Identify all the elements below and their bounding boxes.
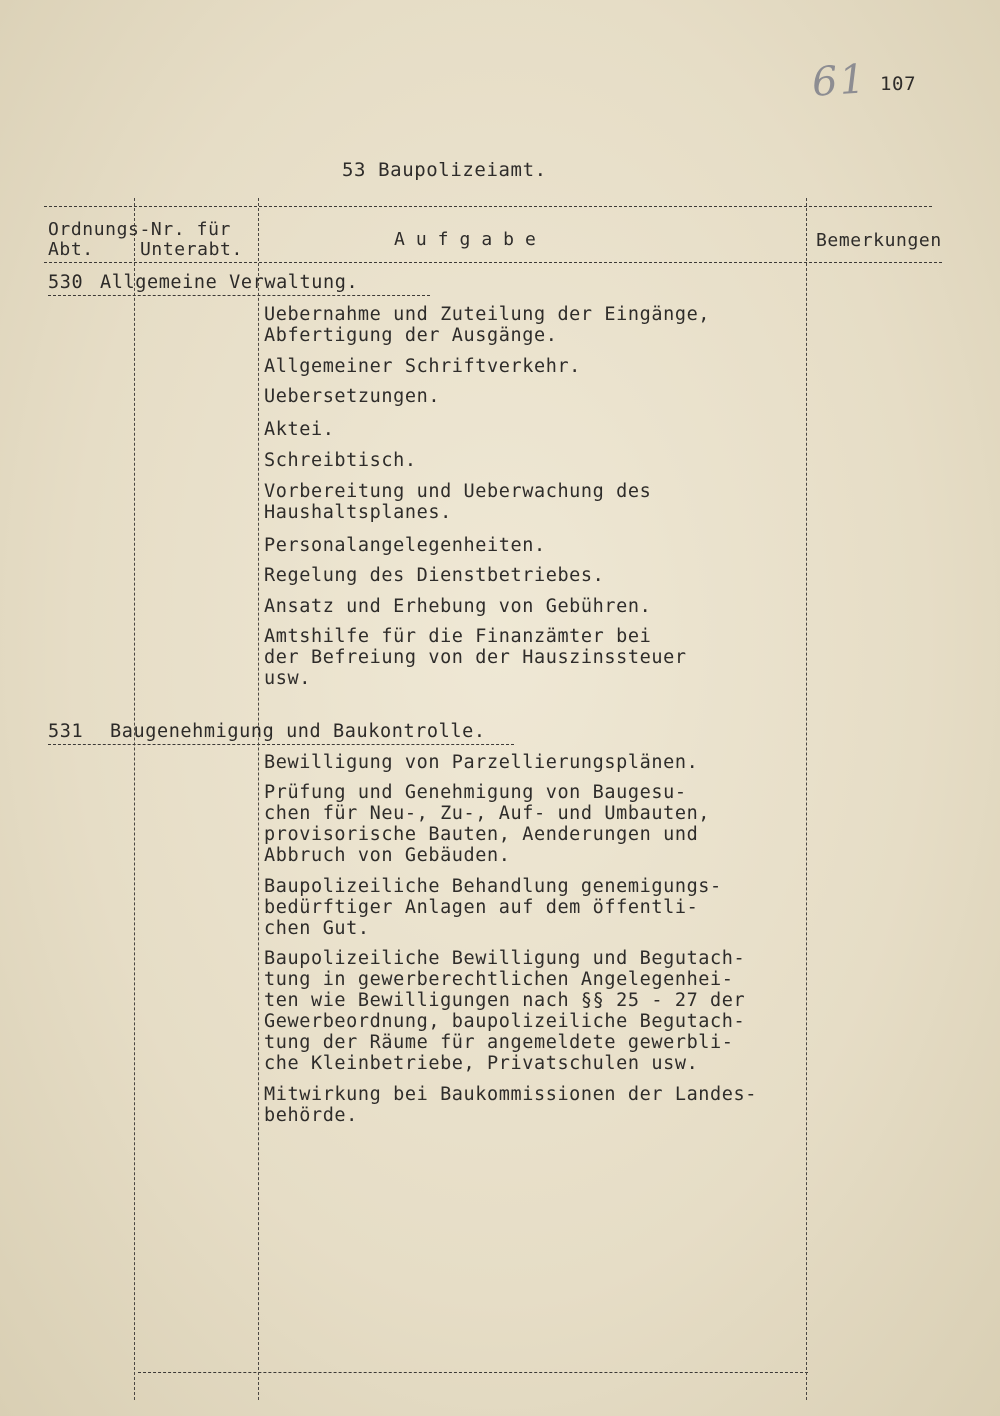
page-number: 107: [880, 73, 917, 95]
task-item: Bewilligung von Parzellierungsplänen.: [264, 752, 699, 773]
section-number: 530: [48, 272, 84, 293]
task-item: Prüfung und Genehmigung von Baugesu- chen für Neu-, Zu-, Auf- und Umbauten, provisorische Bauten, Aenderungen und Abbruch von Gebäuden.: [264, 782, 711, 866]
task-item: Baupolizeiliche Bewilligung und Begutach- tung in gewerberechtlichen Angelegenhei- ten wie Bewilligungen nach §§ 25 - 27 der Gewerbeordnung, baupolizeiliche Begutach- tung der Räume für angemeldete gewerbli- che Kleinbetriebe, Privatschulen usw.: [264, 948, 746, 1074]
task-item: Uebersetzungen.: [264, 386, 441, 407]
column-divider-unterabt: [258, 198, 259, 1400]
task-item: Aktei.: [264, 419, 335, 440]
header-bemerkungen: Bemerkungen: [816, 230, 942, 251]
table-header-rule: [44, 262, 942, 263]
header-ordnungs-nr: Ordnungs-Nr. für: [48, 219, 231, 240]
task-item: Amtshilfe für die Finanzämter bei der Befreiung von der Hauszinssteuer usw.: [264, 626, 687, 689]
header-abt: Abt.: [48, 239, 94, 260]
task-item: Mitwirkung bei Baukommissionen der Landes- behörde.: [264, 1084, 757, 1126]
task-item: Baupolizeiliche Behandlung genemigungs- bedürftiger Anlagen auf dem öffentli- chen Gut.: [264, 876, 722, 939]
section-underline: [48, 295, 430, 296]
handwritten-folio-number: 61: [810, 56, 869, 106]
task-item: Vorbereitung und Ueberwachung des Haushaltsplanes.: [264, 481, 652, 523]
section-title: Baugenehmigung und Baukontrolle.: [110, 721, 486, 742]
task-item: Ansatz und Erhebung von Gebühren.: [264, 596, 652, 617]
table-top-rule: [44, 206, 932, 207]
header-unterabt: Unterabt.: [140, 239, 243, 260]
page-title: 53 Baupolizeiamt.: [342, 159, 547, 181]
header-aufgabe: Aufgabe: [394, 229, 547, 250]
section-number: 531: [48, 721, 84, 742]
task-item: Personalangelegenheiten.: [264, 535, 546, 556]
task-item: Schreibtisch.: [264, 450, 417, 471]
table-bottom-rule: [138, 1372, 808, 1373]
section-title: Allgemeine Verwaltung.: [100, 272, 359, 293]
column-divider-abt: [134, 198, 135, 1400]
task-item: Uebernahme und Zuteilung der Eingänge, Abfertigung der Ausgänge.: [264, 304, 711, 346]
task-item: Allgemeiner Schriftverkehr.: [264, 356, 581, 377]
task-item: Regelung des Dienstbetriebes.: [264, 565, 605, 586]
section-underline: [48, 744, 514, 745]
